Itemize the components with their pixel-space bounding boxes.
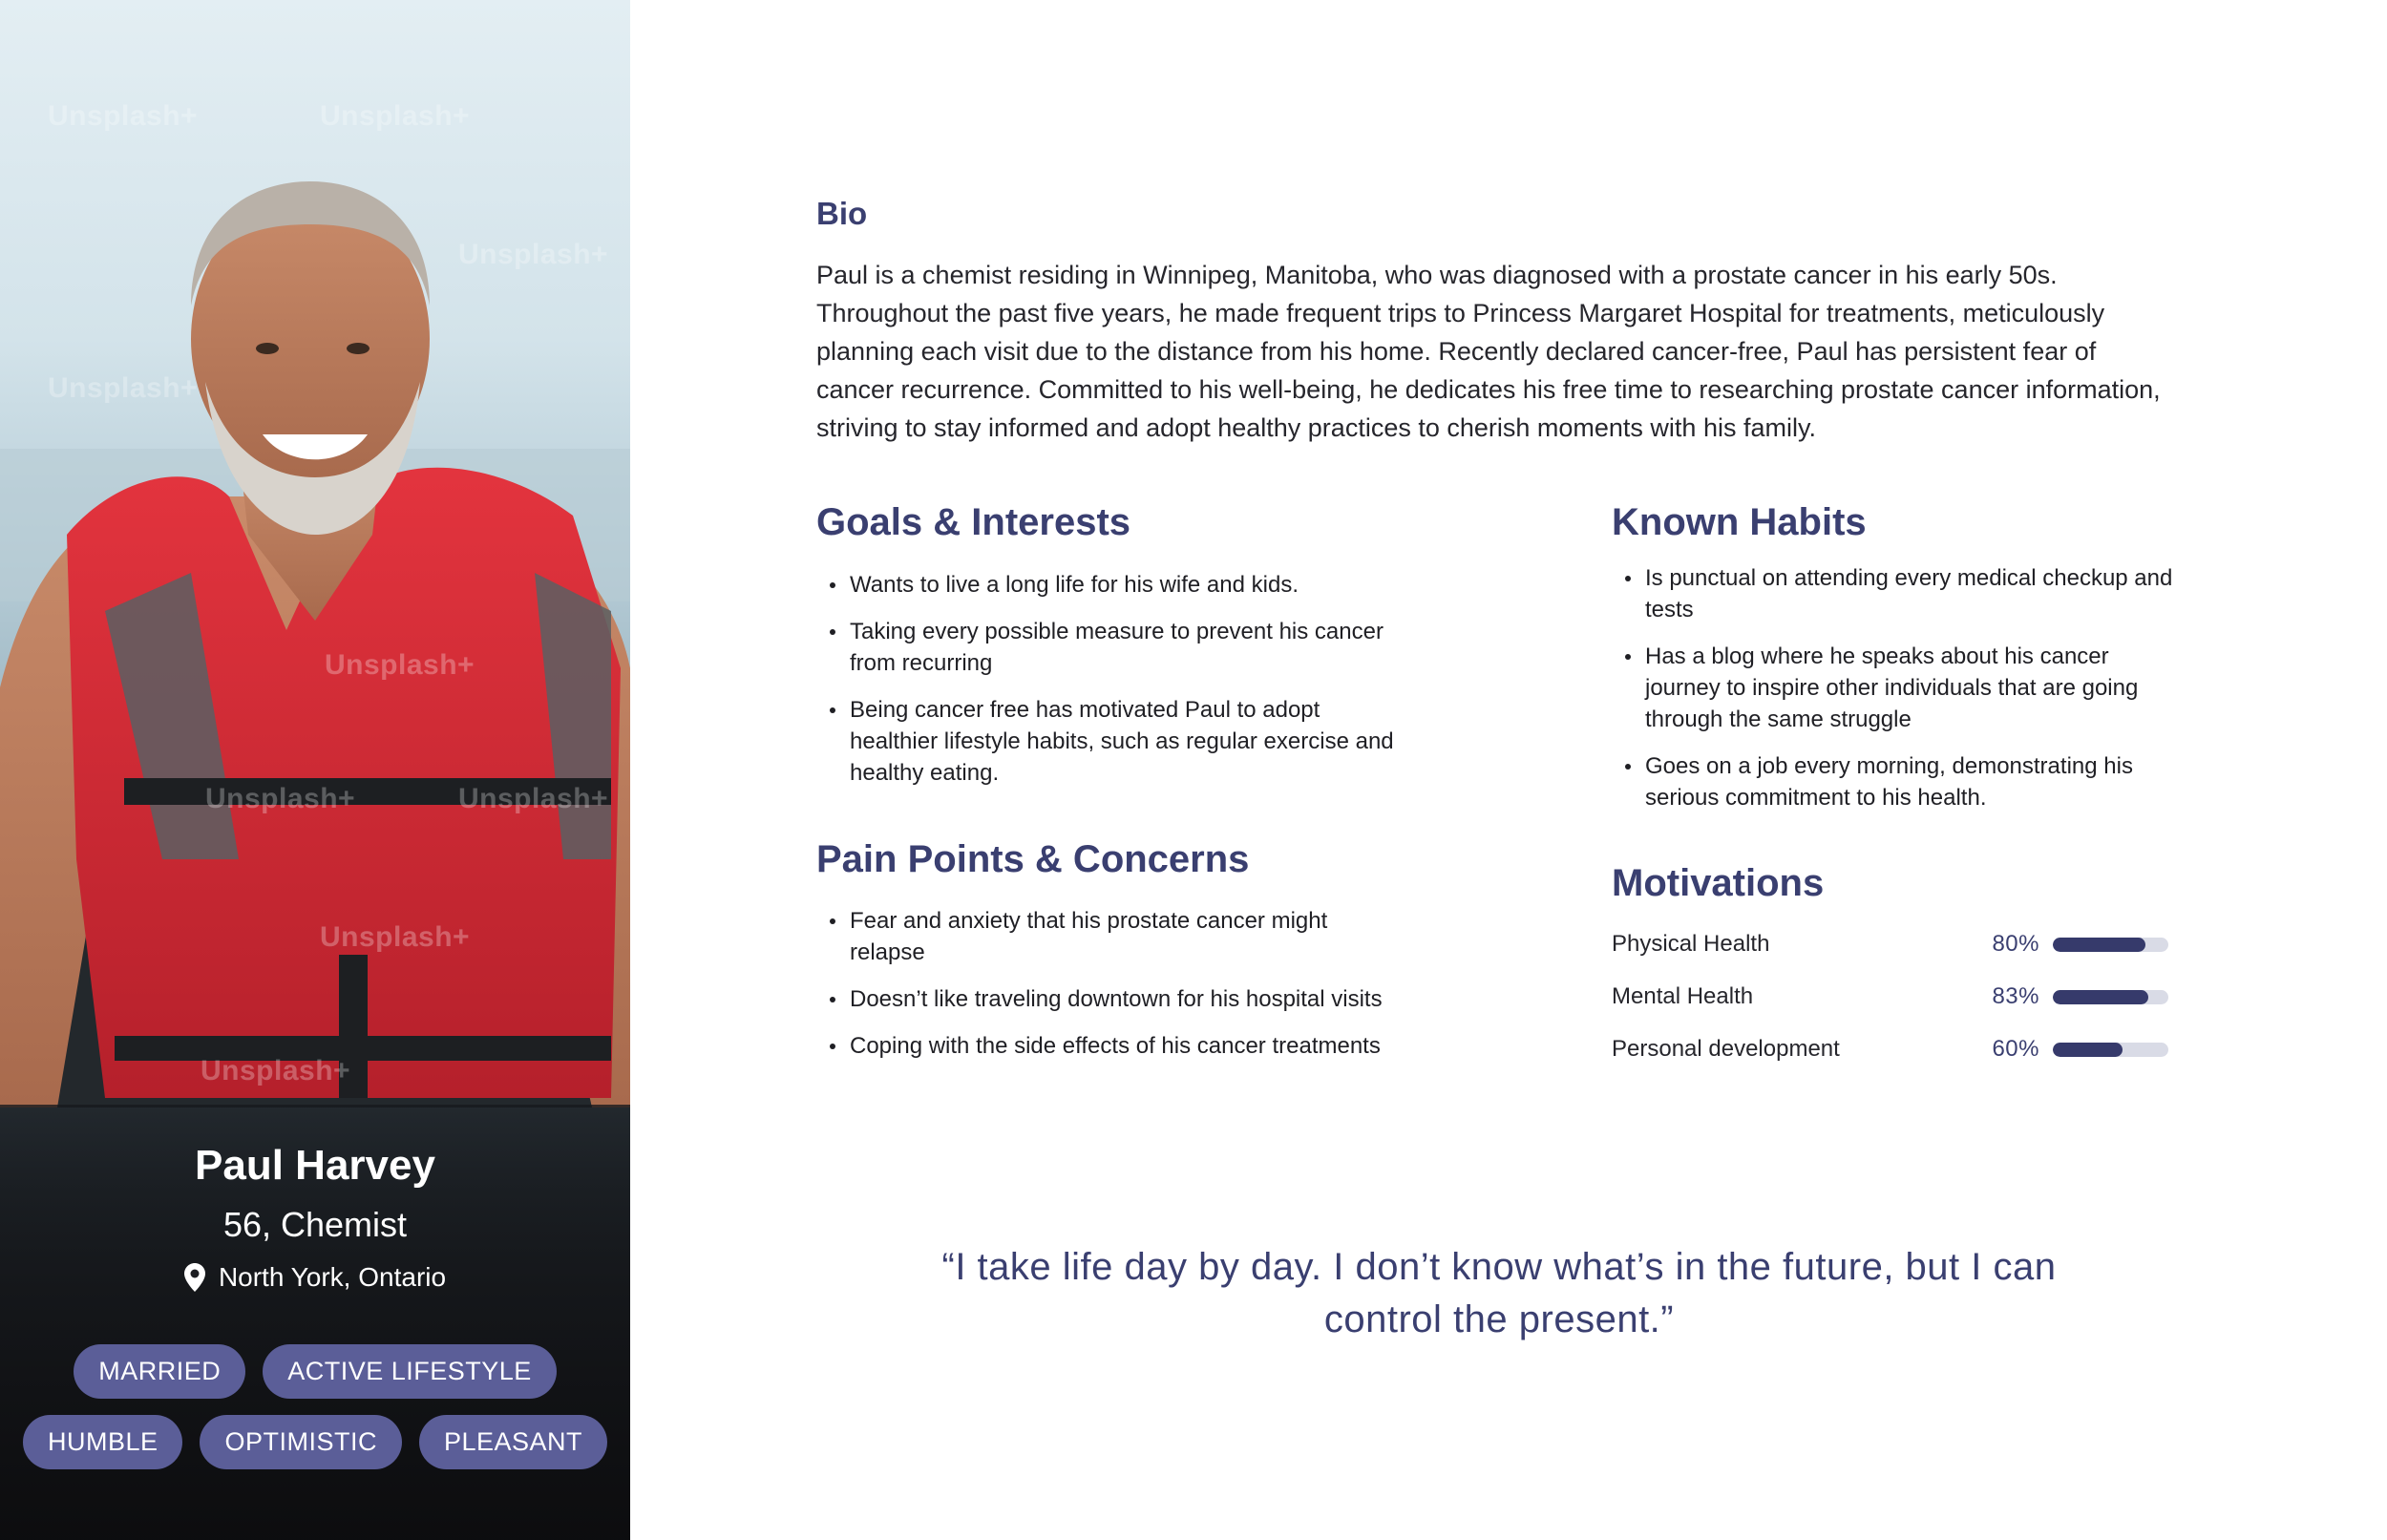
tag-humble: HUMBLE: [23, 1415, 183, 1469]
persona-name: Paul Harvey: [195, 1142, 435, 1189]
persona-location: [0, 1262, 630, 1293]
motivation-progress-fill: [2053, 990, 2148, 1004]
goals-list: [816, 569, 1408, 804]
pain-points-heading: Pain Points & Concerns: [816, 838, 1250, 880]
motivation-label: Physical Health: [1612, 931, 1770, 957]
motivation-progress-track: [2053, 938, 2168, 952]
persona-photo-panel: [0, 0, 630, 1540]
bio-text: Paul is a chemist residing in Winnipeg, Manitoba, who was diagnosed with a prostate cancer in his early 50s. Throughout the past five years, he made frequent trips to Princess Margaret Hospital for treatments, meticulously planning each visit due to the distance from his home. Recently declared cancer-free, Paul has persistent fear of cancer recurrence. Committed to his well-being, he dedicates his free time to researching prostate cancer information, striving to stay informed and adopt healthy practices to cherish moments with his family.: [816, 261, 2161, 442]
list-item: Coping with the side effects of his cancer treatments: [816, 1030, 1408, 1062]
motivation-progress-track: [2053, 990, 2168, 1004]
photo-watermark: Unsplash+: [48, 100, 199, 132]
list-item: Wants to live a long life for his wife and kids.: [816, 569, 1408, 601]
persona-quote: “I take life day by day. I don’t know what’s in the future, but I can control the present.”: [941, 1246, 2057, 1340]
list-item: Is punctual on attending every medical checkup and tests: [1612, 562, 2175, 625]
tag-married: MARRIED: [74, 1344, 245, 1399]
pain-points-list: [816, 905, 1408, 1077]
photo-watermark: Unsplash+: [458, 783, 609, 814]
motivation-progress-fill: [2053, 938, 2145, 952]
persona-tags-row-1: [0, 1344, 630, 1399]
photo-watermark: Unsplash+: [205, 783, 356, 814]
motivation-personal-development: [1612, 1033, 2170, 1065]
motivation-physical-health: [1612, 928, 2170, 960]
motivation-percent: 80%: [1992, 931, 2039, 957]
photo-watermark: Unsplash+: [325, 649, 475, 681]
tag-pleasant: PLEASANT: [419, 1415, 607, 1469]
list-item: Taking every possible measure to prevent his cancer from recurring: [816, 616, 1408, 679]
motivation-label: Mental Health: [1612, 983, 1754, 1009]
photo-watermark: Unsplash+: [320, 921, 471, 953]
location-pin-icon: [184, 1263, 205, 1292]
list-item: Has a blog where he speaks about his cancer journey to inspire other individuals that are going through the same struggle: [1612, 641, 2175, 735]
habits-heading: Known Habits: [1612, 501, 1867, 543]
motivation-progress-fill: [2053, 1043, 2123, 1057]
list-item: Fear and anxiety that his prostate cancer might relapse: [816, 905, 1408, 968]
motivation-label: Personal development: [1612, 1036, 1840, 1062]
bio-heading: Bio: [816, 196, 868, 231]
list-item: Doesn’t like traveling downtown for his hospital visits: [816, 983, 1408, 1015]
tag-active-lifestyle: ACTIVE LIFESTYLE: [263, 1344, 557, 1399]
habits-list: [1612, 562, 2175, 829]
photo-watermark: Unsplash+: [320, 100, 471, 132]
motivation-percent: 60%: [1992, 1036, 2039, 1062]
photo-watermark: Unsplash+: [458, 239, 609, 270]
persona-tags-row-2: [0, 1415, 630, 1469]
motivation-mental-health: [1612, 981, 2170, 1013]
motivations-heading: Motivations: [1612, 862, 1825, 904]
tag-optimistic: OPTIMISTIC: [200, 1415, 402, 1469]
list-item: Being cancer free has motivated Paul to adopt healthier lifestyle habits, such as regular exercise and healthy eating.: [816, 694, 1408, 789]
persona-location-text: North York, Ontario: [218, 1262, 447, 1292]
goals-heading: Goals & Interests: [816, 501, 1131, 543]
photo-watermark: Unsplash+: [201, 1055, 351, 1086]
list-item: Goes on a job every morning, demonstrating his serious commitment to his health.: [1612, 750, 2175, 813]
persona-age-role: 56, Chemist: [222, 1205, 408, 1244]
motivation-percent: 83%: [1992, 983, 2039, 1009]
photo-watermark: Unsplash+: [48, 372, 199, 404]
motivation-progress-track: [2053, 1043, 2168, 1057]
